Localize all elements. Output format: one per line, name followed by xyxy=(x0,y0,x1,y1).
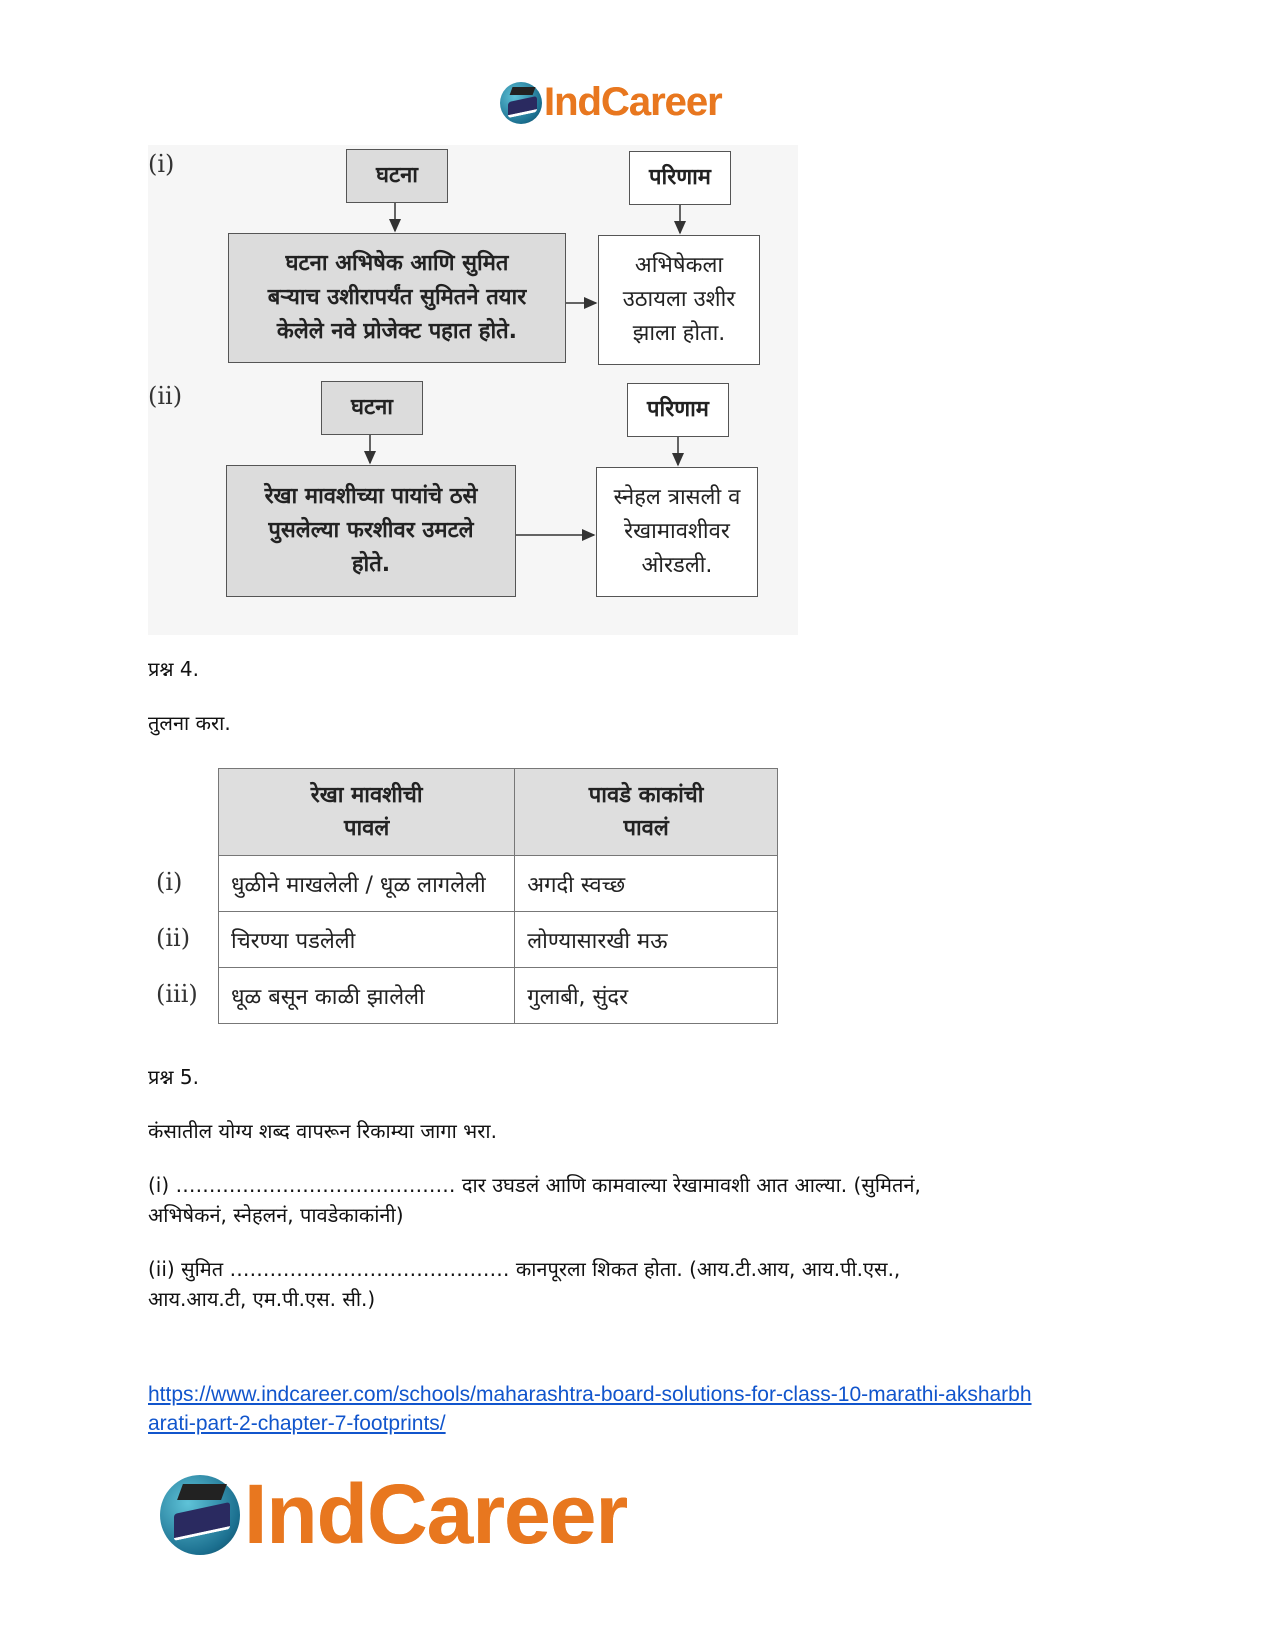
question-5-instruction: कंसातील योग्य शब्द वापरून रिकाम्या जागा भरा. xyxy=(148,1119,497,1143)
fill-blank-line: आय.आय.टी, एम.पी.एस. सी.) xyxy=(148,1287,376,1311)
fill-blank-item xyxy=(148,1170,921,1230)
logo-globe-icon xyxy=(160,1475,240,1555)
comparison-table xyxy=(218,768,778,1024)
fill-blank-line: (i) …………………………………… दार उघडलं आणि कामवाल्या रेखामावशी आत आल्या. (सुमितनं, xyxy=(148,1173,921,1197)
fill-blank-line: अभिषेकनं, स्नेहलनं, पावडेकाकांनी) xyxy=(148,1203,404,1227)
table-row xyxy=(219,968,778,1024)
column-header xyxy=(219,769,515,856)
event-description-box xyxy=(228,233,566,363)
footer-logo xyxy=(160,1466,627,1563)
result-label: परिणाम xyxy=(649,164,711,190)
table-cell: धूळ बसून काळी झालेली xyxy=(219,968,515,1024)
question-5-label: प्रश्न 5. xyxy=(148,1065,199,1089)
table-cell: धुळीने माखलेली / धूळ लागलेली xyxy=(219,856,515,912)
result-description-box xyxy=(596,467,758,597)
event-line: बऱ्याच उशीरापर्यंत सुमितने तयार xyxy=(267,284,527,310)
event-result-diagram xyxy=(148,145,798,635)
event-label: घटना xyxy=(351,394,393,420)
row-number: (ii) xyxy=(148,382,183,410)
source-link-line[interactable]: https://www.indcareer.com/schools/maharashtra-board-solutions-for-class-10-marathi-aksharbh xyxy=(148,1383,1032,1406)
event-label: घटना xyxy=(376,162,418,188)
result-line: अभिषेकला xyxy=(634,252,724,278)
event-label-box xyxy=(321,381,423,435)
question-4-label: प्रश्न 4. xyxy=(148,657,199,681)
fill-blank-item xyxy=(148,1254,900,1314)
result-description-box xyxy=(598,235,760,365)
table-header-row xyxy=(219,769,778,856)
table-cell: चिरण्या पडलेली xyxy=(219,912,515,968)
result-label: परिणाम xyxy=(647,396,709,422)
event-line: पुसलेल्या फरशीवर उमटले xyxy=(268,517,474,543)
row-number: (i) xyxy=(148,150,175,178)
source-link-line[interactable]: arati-part-2-chapter-7-footprints/ xyxy=(148,1412,446,1436)
header-logo xyxy=(500,80,722,125)
row-number: (iii) xyxy=(156,980,198,1008)
table-row xyxy=(219,856,778,912)
result-line: स्नेहल त्रासली व xyxy=(613,484,741,510)
comparison-table-wrap xyxy=(148,768,788,1038)
header-line: पावलं xyxy=(623,816,669,841)
column-header xyxy=(515,769,778,856)
row-number: (i) xyxy=(156,868,183,896)
result-label-box xyxy=(629,151,731,205)
logo-text: IndCareer xyxy=(244,1467,628,1561)
logo-text: IndCareer xyxy=(544,80,722,124)
event-line: घटना अभिषेक आणि सुमित xyxy=(285,250,509,276)
fill-blank-line: (ii) सुमित …………………………………… कानपूरला शिकत होता. (आय.टी.आय, आय.पी.एस., xyxy=(148,1257,901,1281)
logo-globe-icon xyxy=(500,82,542,124)
row-number: (ii) xyxy=(156,924,191,952)
header-line: पावडे काकांची xyxy=(588,783,704,808)
source-link[interactable] xyxy=(148,1380,1128,1439)
event-line: होते. xyxy=(351,552,391,578)
table-cell: अगदी स्वच्छ xyxy=(515,856,778,912)
question-4-instruction: तुलना करा. xyxy=(148,711,231,735)
event-description-box xyxy=(226,465,516,597)
result-line: ओरडली. xyxy=(641,553,713,579)
result-line: रेखामावशीवर xyxy=(624,518,730,544)
event-label-box xyxy=(346,149,448,203)
result-label-box xyxy=(627,383,729,437)
event-line: रेखा मावशीच्या पायांचे ठसे xyxy=(264,483,478,509)
table-cell: लोण्यासारखी मऊ xyxy=(515,912,778,968)
header-line: रेखा मावशीची xyxy=(310,783,423,808)
table-cell: गुलाबी, सुंदर xyxy=(515,968,778,1024)
result-line: झाला होता. xyxy=(632,321,726,347)
result-line: उठायला उशीर xyxy=(622,286,736,312)
table-row xyxy=(219,912,778,968)
event-line: केलेले नवे प्रोजेक्ट पहात होते. xyxy=(276,319,518,345)
header-line: पावलं xyxy=(343,816,390,841)
